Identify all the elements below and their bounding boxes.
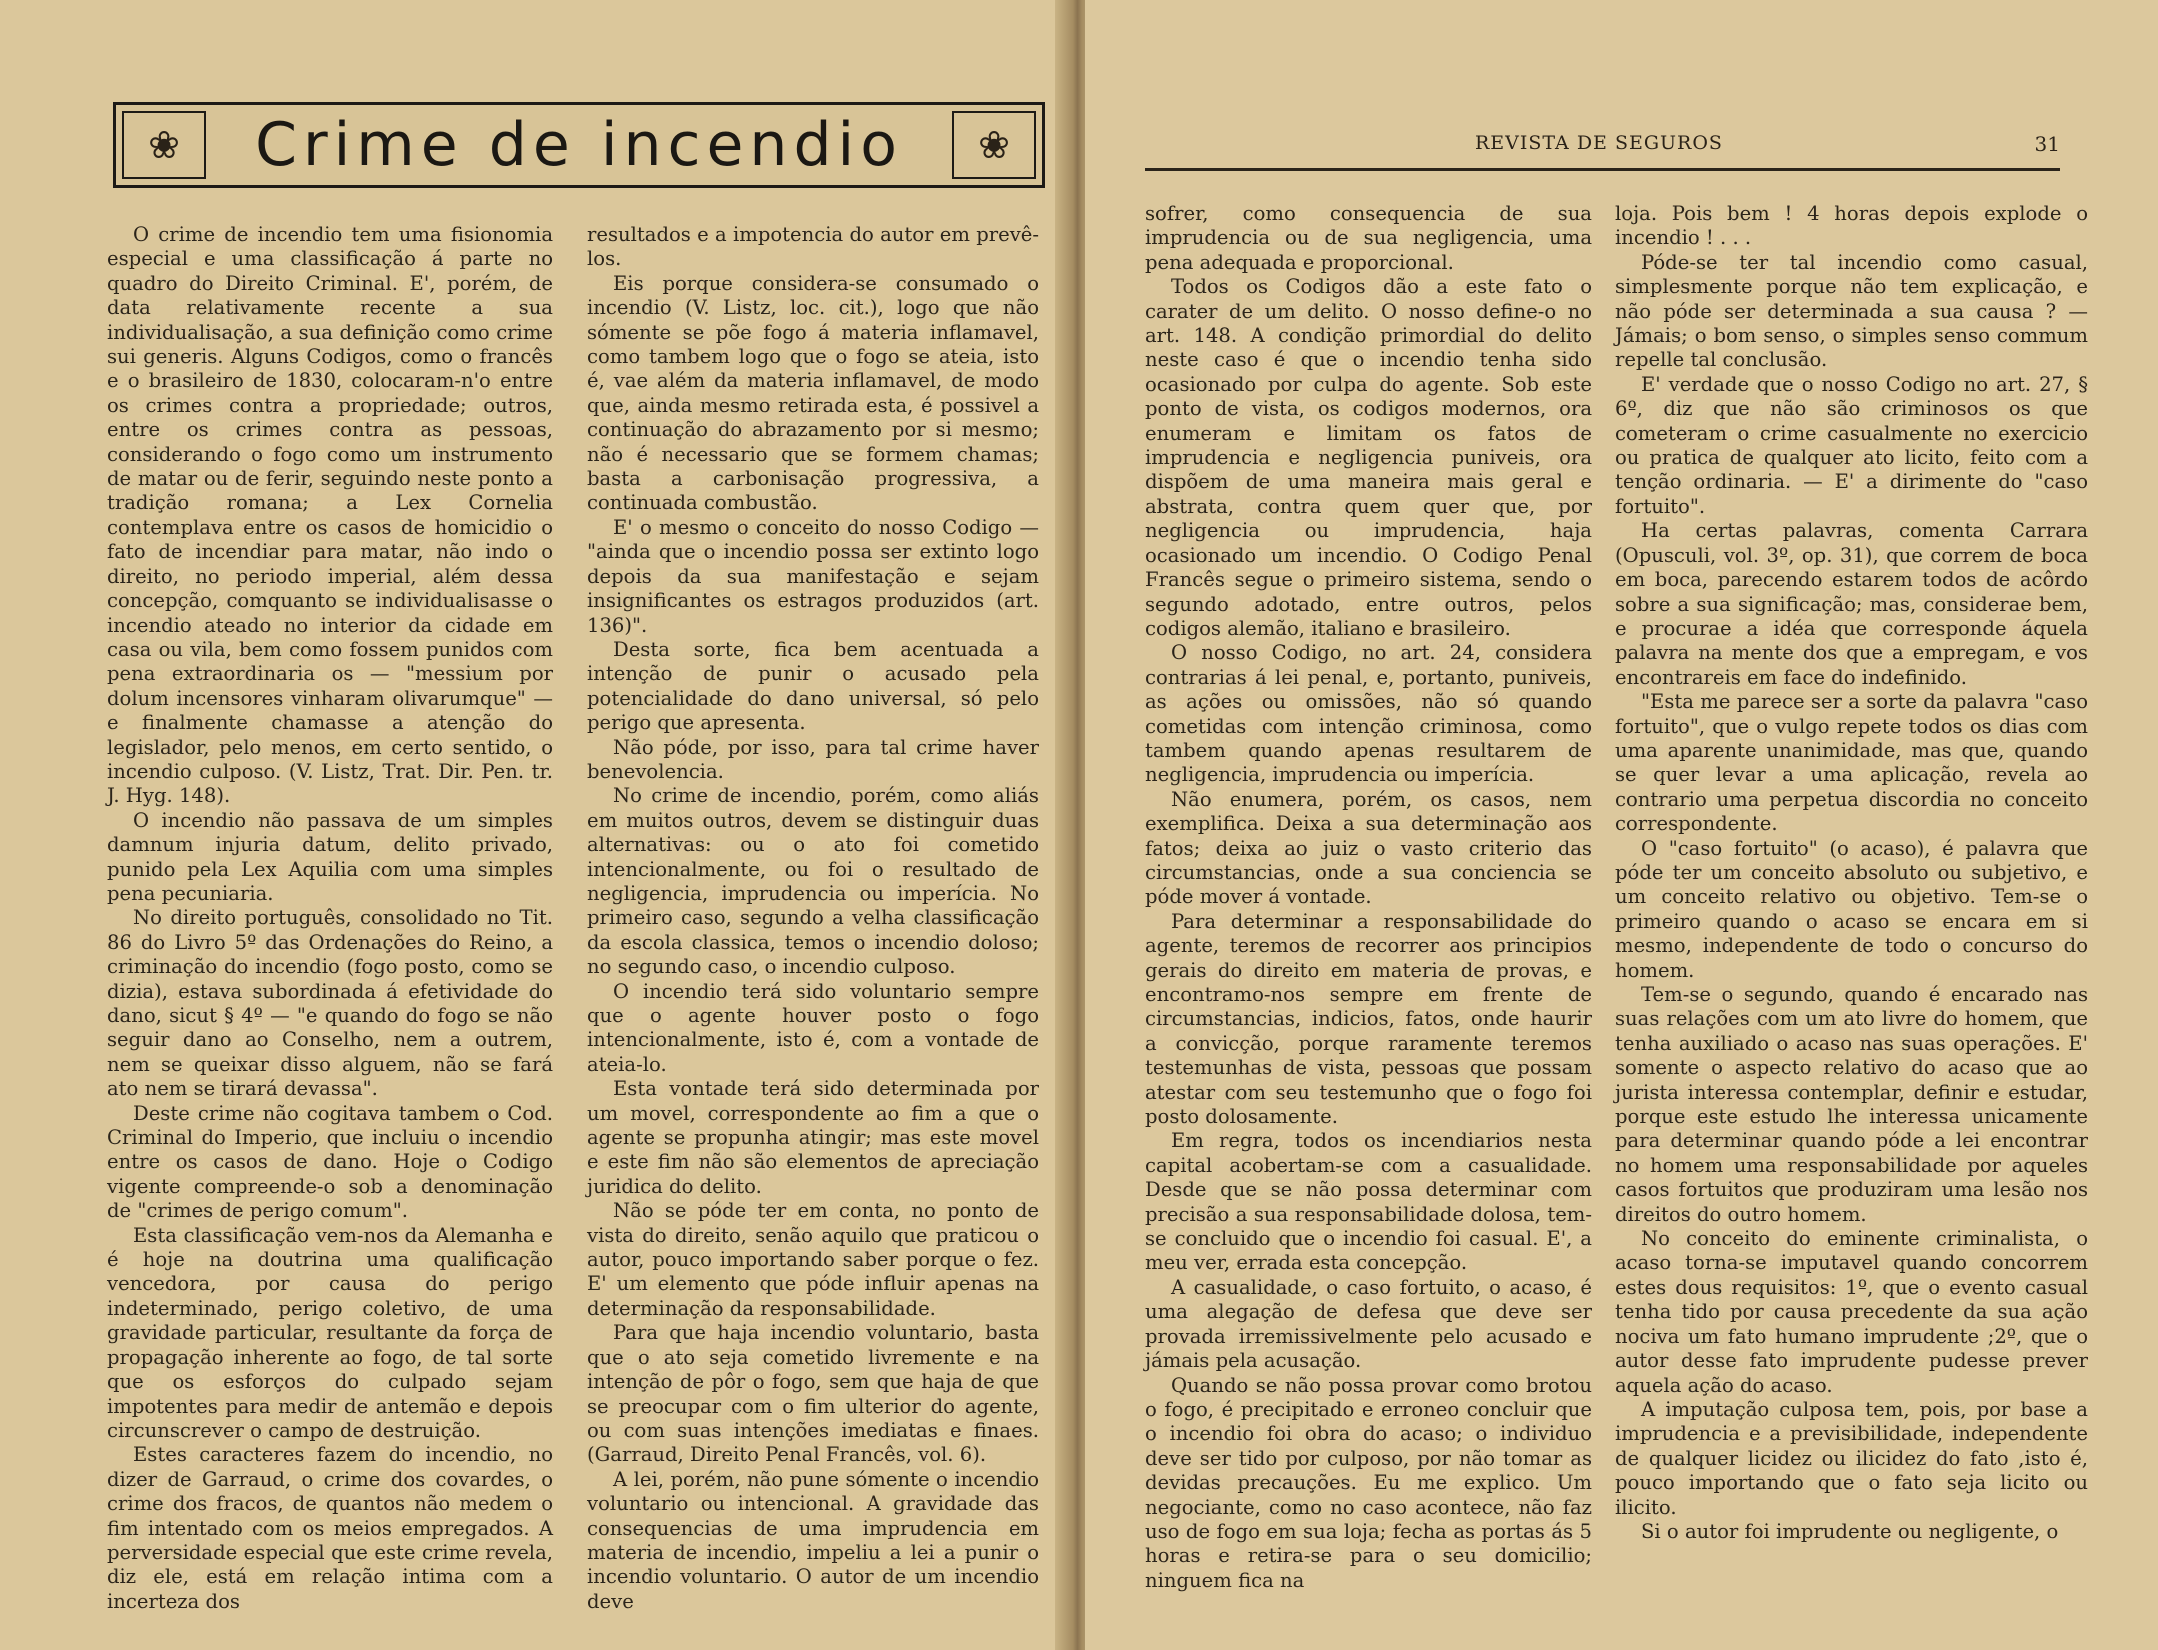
page-number: 31 (2034, 132, 2060, 156)
paragraph: Não póde, por isso, para tal crime haver benevolencia. (587, 735, 1039, 783)
paragraph: Esta classificação vem-nos da Alemanha e é hoje na doutrina uma qualificação vencedora, por causa do perigo indeterminado, perigo coletivo, de uma gravidade particular, resultante da força de propagação inherente ao fogo, de tal sorte que os esforços do culpado sejam impotentes para medir de antemão e depois circunscrever o campo de destruição. (107, 1223, 553, 1442)
paragraph: Si o autor foi imprudente ou negligente, o (1641, 1519, 2059, 1543)
paragraph: O nosso Codigo, no art. 24, considera contrarias á lei penal, e, portanto, puniveis, as ações ou omissões, não só quando cometidas com intenção criminosa, como tambem quando apenas resultarem de negligencia, imprudencia ou imperícia. (1145, 641, 1592, 787)
paragraph: resultados e a impotencia do autor em prevê-los. (587, 223, 1039, 271)
paragraph: Tem-se o segundo, quando é encarado nas suas relações com um ato livre do homem, que tenha auxiliado o acaso nas suas operações. E' somente o aspecto relativo do acaso que ao jurista interessa contemplar, definir e estudar, porque este estudo lhe interessa unicamente para determinar quando póde a lei encontrar no homem uma responsabilidade por aqueles casos fortuitos que produziram uma lesão nos direitos do outro homem. (1615, 983, 2088, 1226)
article-title: Crime de incendio (255, 110, 903, 180)
paragraph: loja. Pois bem ! 4 horas depois explode o incendio ! . . . (1615, 202, 2088, 250)
paragraph: Todos os Codigos dão a este fato o carater de um delito. O nosso define-o no art. 148. A condição primordial do delito neste caso é que o incendio tenha sido ocasionado por culpa do agente. Sob este ponto de vista, os codigos modernos, ora enumeram e limitam os fatos de imprudencia e negligencia puniveis, ora dispõem de uma maneira mais geral e abstrata, contra quem quer que, por negligencia ou imprudencia, haja ocasionado um incendio. O Codigo Penal Francês segue o primeiro sistema, sendo o segundo adotado, entre outros, pelos codigos alemão, italiano e brasileiro. (1145, 275, 1592, 640)
paragraph: Eis porque considera-se consumado o incendio (V. Listz, loc. cit.), logo que não sómente se põe fogo á materia inflamavel, como tambem logo que o fogo se ateia, isto é, vae além da materia inflamavel, de modo que, ainda mesmo retirada esta, é possivel a continuação do abrazamento por si mesmo; não é necessario que se formem chamas; basta a carbonisação progressiva, a continuada combustão. (587, 271, 1039, 515)
paragraph: Em regra, todos os incendiarios nesta capital acobertam-se com a casualidade. Desde que se não possa determinar com precisão a sua responsabilidade dolosa, tem-se concluido que o incendio foi casual. E', a meu ver, errada esta concepção. (1145, 1129, 1592, 1275)
text-column-3 (1145, 202, 1592, 1593)
paragraph: Desta sorte, fica bem acentuada a intenção de punir o acusado pela potencialidade do dano universal, só pelo perigo que apresenta. (587, 637, 1039, 735)
flower-ornament-icon: ❀ (952, 111, 1036, 179)
paragraph: No conceito do eminente criminalista, o acaso torna-se imputavel quando concorrem estes dous requisitos: 1º, que o evento casual tenha tido por causa precedente da sua ação nociva um fato humano imprudente ;2º, que o autor desse fato imprudente pudesse prever aquela ação do acaso. (1615, 1227, 2088, 1397)
paragraph: O "caso fortuito" (o acaso), é palavra que póde ter um conceito absoluto ou subjetivo, e um conceito relativo ou objetivo. Tem-se o primeiro quando o acaso se encara em si mesmo, independente de todo o concurso do homem. (1615, 836, 2088, 982)
paragraph: Para determinar a responsabilidade do agente, teremos de recorrer aos principios gerais do direito em materia de provas, e encontramo-nos sempre em frente de circumstancias, indicios, fatos, onde haurir a convicção, porque raramente teremos testemunhas de vista, pessoas que possam atestar com seu testemunho que o fogo foi posto dolosamente. (1145, 909, 1592, 1129)
paragraph: Ha certas palavras, comenta Carrara (Opusculi, vol. 3º, op. 31), que correm de boca em boca, parecendo estarem todos de acôrdo sobre a sua significação; mas, considerae bem, e procurae a idéa que corresponde áquela palavra na mente dos que a empregam, e vos encontrareis em face do indefinido. (1615, 519, 2088, 689)
paragraph: O crime de incendio tem uma fisionomia especial e uma classificação á parte no quadro do Direito Criminal. E', porém, de data relativamente recente a sua individualisação, a sua definição como crime sui generis. Alguns Codigos, como o francês e o brasileiro de 1830, colocaram-n'o entre os crimes contra a propriedade; outros, entre os crimes contra as pessoas, considerando o fogo como um instrumento de matar ou de ferir, seguindo neste ponto a tradição romana; a Lex Cornelia contemplava entre os casos de homicidio o fato de incendiar para matar, não indo o direito, no periodo imperial, além dessa concepção, comquanto se individualisasse o incendio ateado no interior da cidade em casa ou vila, bem como fossem punidos com pena extraordinaria os — "messium por dolum incensores vinharam olivarumque" — e finalmente chamasse a atenção do legislador, pelo menos, em certo sentido, o incendio culposo. (V. Listz, Trat. Dir. Pen. tr. J. Hyg. 148). (107, 223, 553, 808)
text-column-4 (1615, 202, 2088, 1544)
paragraph: Esta vontade terá sido determinada por um movel, correspondente ao fim a que o agente se propunha atingir; mas este movel e este fim não são elementos de apreciação juridica do delito. (587, 1077, 1039, 1198)
paragraph: Deste crime não cogitava tambem o Cod. Criminal do Imperio, que incluiu o incendio entre os casos de dano. Hoje o Codigo vigente compreende-o sob a denominação de "crimes de perigo comum". (107, 1101, 553, 1223)
paragraph: Póde-se ter tal incendio como casual, simplesmente porque não tem explicação, e não póde ser determinada a sua causa ? — Jámais; o bom senso, o simples senso commum repelle tal conclusão. (1615, 250, 2088, 372)
text-column-2 (587, 223, 1039, 1614)
paragraph: O incendio terá sido voluntario sempre que o agente houver posto o fogo intencionalmente, isto é, com a vontade de ateia-lo. (587, 979, 1039, 1076)
paragraph: No crime de incendio, porém, como aliás em muitos outros, devem se distinguir duas alternativas: ou o ato foi cometido intencionalmente, ou foi o resultado de negligencia, imprudencia ou imperícia. No primeiro caso, segundo a velha classificação da escola classica, temos o incendio doloso; no segundo caso, o incendio culposo. (587, 784, 1039, 979)
running-header (1145, 132, 2070, 162)
paragraph: E' o mesmo o conceito do nosso Codigo — "ainda que o incendio possa ser extinto logo depois da sua manifestação e sejam insignificantes os estragos produzidos (art. 136)". (587, 515, 1039, 637)
article-title-box (113, 102, 1045, 188)
paragraph: A imputação culposa tem, pois, por base a imprudencia e a previsibilidade, independente de qualquer licidez ou ilicidez do fato ,isto é, pouco importando que o fato seja licito ou ilicito. (1615, 1397, 2088, 1519)
paragraph: Não enumera, porém, os casos, nem exemplifica. Deixa a sua determinação aos fatos; deixa ao juiz o vasto criterio das circumstancias, onde a sua conciencia se póde mover á vontade. (1145, 787, 1592, 909)
paragraph: E' verdade que o nosso Codigo no art. 27, § 6º, diz que não são criminosos os que cometeram o crime casualmente no exercicio ou pratica de qualquer ato licito, feito com a tenção ordinaria. — E' a dirimente do "caso fortuito". (1615, 372, 2088, 518)
text-column-1 (107, 223, 553, 1614)
paragraph: A casualidade, o caso fortuito, o acaso, é uma alegação de defesa que deve ser provada irremissivelmente pelo acusado e jámais pela acusação. (1145, 1275, 1592, 1373)
paragraph: Para que haja incendio voluntario, basta que o ato seja cometido livremente e na intenção de pôr o fogo, sem que haja de que se preocupar com o fim ulterior do agente, ou com suas intenções imediatas e finaes. (Garraud, Direito Penal Francês, vol. 6). (587, 1321, 1039, 1467)
paragraph: "Esta me parece ser a sorte da palavra "caso fortuito", que o vulgo repete todos os dias com uma aparente unanimidade, mas que, quando se quer levar a uma aplicação, revela ao contrario uma perpetua discordia no conceito correspondente. (1615, 690, 2088, 836)
left-page (0, 0, 1070, 1650)
paragraph: sofrer, como consequencia de sua imprudencia ou de sua negligencia, uma pena adequada e proporcional. (1145, 202, 1592, 274)
flower-ornament-icon: ❀ (122, 111, 206, 179)
paragraph: Estes caracteres fazem do incendio, no dizer de Garraud, o crime dos covardes, o crime dos fracos, de quantos não medem o fim intentado com os meios empregados. A perversidade especial que este crime revela, diz ele, está em relação intima com a incerteza dos (107, 1443, 553, 1613)
header-rule (1145, 168, 2060, 171)
paragraph: Não se póde ter em conta, no ponto de vista do direito, senão aquilo que praticou o autor, pouco importando saber porque o fez. E' um elemento que póde influir apenas na determinação da responsabilidade. (587, 1199, 1039, 1320)
paragraph: O incendio não passava de um simples damnum injuria datum, delito privado, punido pela Lex Aquilia com uma simples pena pecuniaria. (107, 808, 553, 905)
magazine-title: REVISTA DE SEGUROS (1475, 132, 1723, 154)
paragraph: No direito português, consolidado no Tit. 86 do Livro 5º das Ordenações do Reino, a criminação do incendio (fogo posto, como se dizia), estava subordinada á efetividade do dano, sicut § 4º — "e quando do fogo se não seguir dano ao Conselho, nem a outrem, nem se queixar disso alguem, não se fará ato nem se tirará devassa". (107, 906, 553, 1101)
paragraph: Quando se não possa provar como brotou o fogo, é precipitado e erroneo concluir que o incendio foi obra do acaso; o individuo deve ser tido por culposo, por não tomar as devidas precauções. Eu me explico. Um negociante, como no caso acontece, não faz uso de fogo em sua loja; fecha as portas ás 5 horas e retira-se para o seu domicilio; ninguem fica na (1145, 1373, 1592, 1592)
paragraph: A lei, porém, não pune sómente o incendio voluntario ou intencional. A gravidade das consequencias de uma imprudencia em materia de incendio, impeliu a lei a punir o incendio voluntario. O autor de um incendio deve (587, 1467, 1039, 1613)
